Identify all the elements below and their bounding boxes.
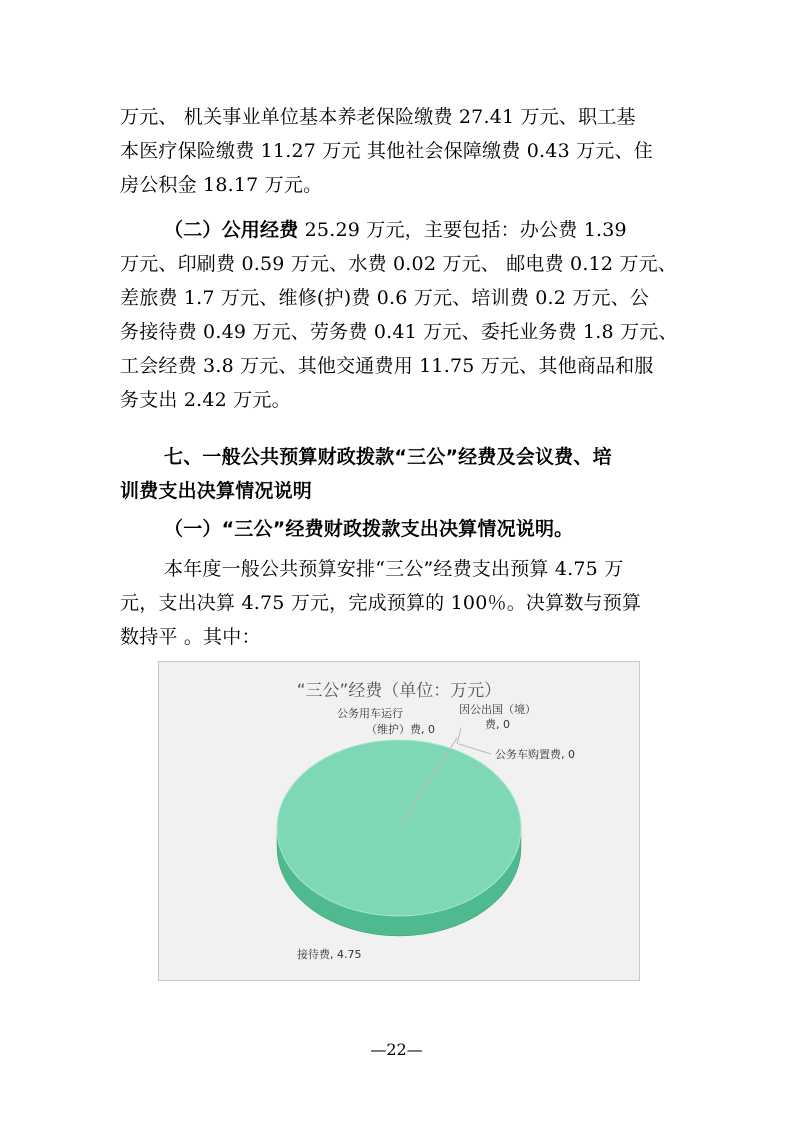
paragraph-personnel-costs (120, 100, 680, 202)
paragraph-three-public-summary (120, 552, 680, 654)
data-label-overseas-line2: 费, 0 (485, 718, 510, 731)
subsection-title (120, 512, 680, 546)
text-line: 本年度一般公共预算安排“三公”经费支出预算 4.75 万 (164, 558, 624, 580)
text-line: 训费支出决算情况说明 (120, 480, 313, 502)
text-line: 数持平 。其中： (120, 626, 261, 648)
page-number: —22— (370, 1040, 423, 1059)
section-title (120, 440, 680, 508)
data-label-overseas-line1: 因公出国（境） (459, 703, 536, 716)
data-label-reception: 接待费, 4.75 (297, 948, 362, 961)
data-label-vehicle-operation-line2: （维护）费, 0 (366, 723, 435, 736)
public-costs-heading: （二）公用经费 (164, 219, 299, 241)
data-label-vehicle-purchase: 公务车购置费, 0 (495, 748, 575, 761)
paragraph-public-costs (120, 213, 680, 417)
data-label-vehicle-operation-line1: 公务用车运行 (337, 707, 403, 720)
text-line: 本医疗保险缴费 11.27 万元 其他社会保障缴费 0.43 万元、住 (120, 140, 653, 162)
text-line: 七、一般公共预算财政拨款“三公”经费及会议费、培 (164, 446, 612, 468)
text-line: 万元、 机关事业单位基本养老保险缴费 27.41 万元、职工基 (120, 106, 636, 128)
text-line: 务接待费 0.49 万元、劳务费 0.41 万元、委托业务费 1.8 万元、 (120, 321, 678, 343)
text-line: 万元、印刷费 0.59 万元、水费 0.02 万元、 邮电费 0.12 万元、 (120, 253, 677, 275)
text-line: 房公积金 18.17 万元。 (120, 174, 323, 196)
text-line: 差旅费 1.7 万元、维修(护)费 0.6 万元、培训费 0.2 万元、公 (120, 287, 650, 309)
leader-line-vehicle-purchase (459, 744, 491, 754)
text-line: 工会经费 3.8 万元、其他交通费用 11.75 万元、其他商品和服 (120, 355, 654, 377)
chart-title: “三公”经费（单位：万元） (296, 681, 502, 701)
pie-chart-svg (159, 662, 639, 980)
three-public-expenses-chart (158, 661, 640, 981)
leader-line-overseas (457, 728, 461, 744)
text-line (120, 213, 680, 247)
public-costs-amount: 25.29 万元，主要包括：办公费 1.39 (298, 219, 627, 241)
text-line: 务支出 2.42 万元。 (120, 389, 291, 411)
text-line: 元，支出决算 4.75 万元，完成预算的 100％。决算数与预算 (120, 592, 642, 614)
text-line: （一）“三公”经费财政拨款支出决算情况说明。 (164, 518, 574, 540)
